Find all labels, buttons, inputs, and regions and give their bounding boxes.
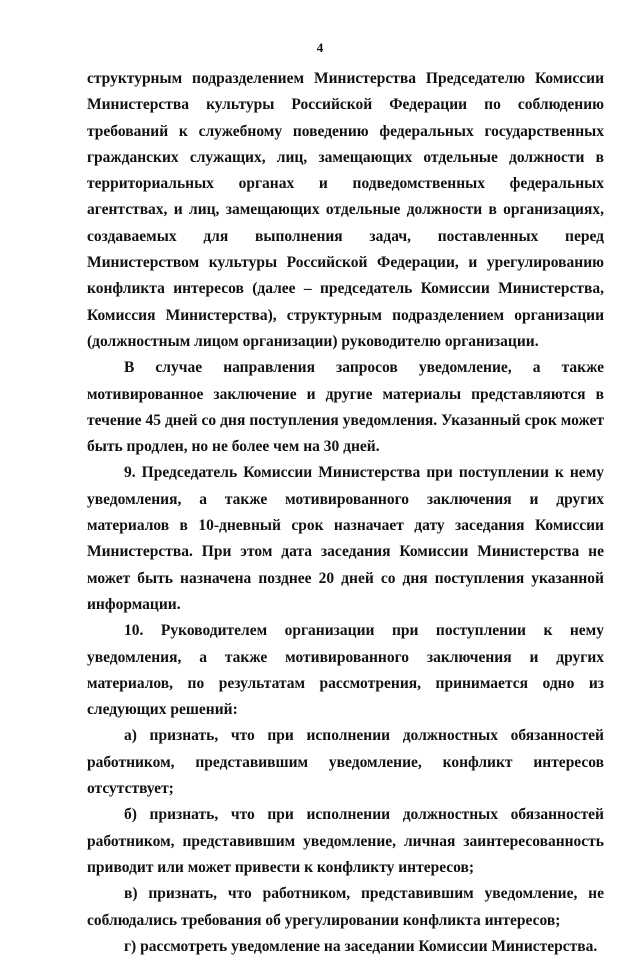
paragraph-decision-d: г) рассмотреть уведомление на заседании Комиссии Министерства. bbox=[124, 937, 598, 955]
document-body bbox=[87, 66, 604, 960]
paragraph-item-10: 10. Руководителем организации при поступлении к нему уведомления, а также мотивированного заключения и других материалов, по результатам рассмотрения, принимается одно из следующих решений: bbox=[87, 622, 604, 719]
paragraph-decision-a: а) признать, что при исполнении должностных обязанностей работником, представившим уведомление, конфликт интересов отсутствует; bbox=[87, 727, 604, 798]
paragraph-decision-c: в) признать, что работником, представившим уведомление, не соблюдались требования об урегулировании конфликта интересов; bbox=[87, 885, 604, 929]
paragraph-continuation: структурным подразделением Министерства Председателю Комиссии Министерства культуры Российской Федерации по соблюдению требований к служебному поведению федеральных государственных гражданских служащих, лиц, замещающих отдельные должности в территориальных органах и подведомственных федеральных агентствах, и лиц, замещающих отдельные должности в организациях, создаваемых для выполнения задач, поставленных перед Министерством культуры Российской Федерации, и урегулированию конфликта интересов (далее – председатель Комиссии Министерства, Комиссия Министерства), структурным подразделением организации (должностным лицом организации) руководителю организации. bbox=[87, 70, 604, 350]
paragraph-requests-deadline: В случае направления запросов уведомление, а также мотивированное заключение и другие материалы представляются в течение 45 дней со дня поступления уведомления. Указанный срок может быть продлен, но не более чем на 30 дней. bbox=[87, 359, 604, 456]
page-number: 4 bbox=[316, 40, 324, 55]
paragraph-item-9: 9. Председатель Комиссии Министерства при поступлении к нему уведомления, а также мотивированного заключения и других материалов в 10-дневный срок назначает дату заседания Комиссии Министерства. При этом дата заседания Комиссии Министерства не может быть назначена позднее 20 дней со дня поступления указанной информации. bbox=[87, 464, 604, 613]
paragraph-decision-b: б) признать, что при исполнении должностных обязанностей работником, представившим уведомление, личная заинтересованность приводит или может привести к конфликту интересов; bbox=[87, 806, 604, 876]
